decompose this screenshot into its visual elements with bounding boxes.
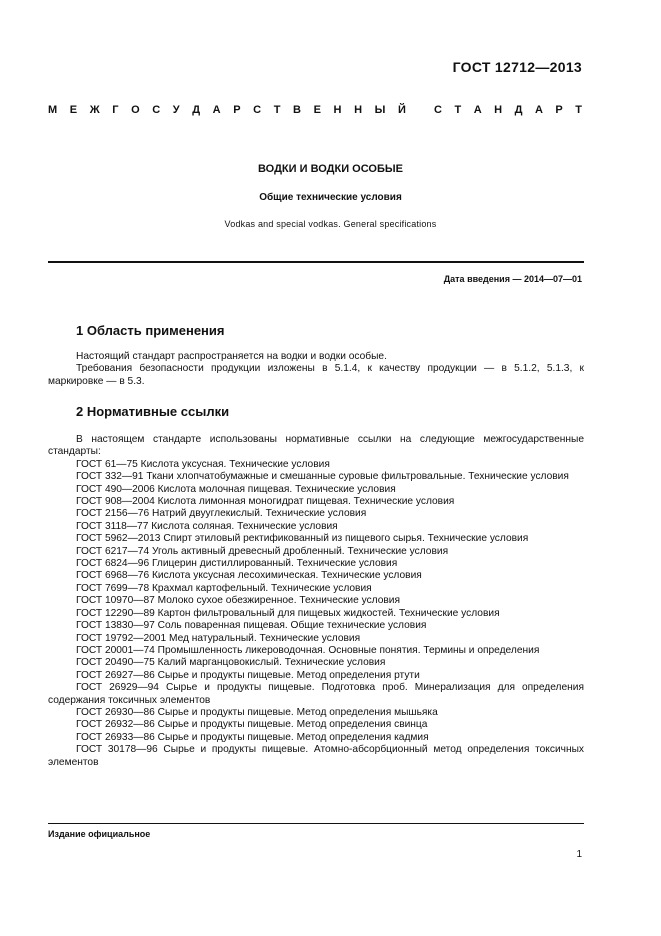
reference-title: Натрий двууглекислый. Технические условия bbox=[151, 508, 367, 520]
reference-code: ГОСТ 490—2006 bbox=[76, 483, 155, 495]
reference-title: Ткани хлопчатобумажные и смешанные суровые фильтровальные. Технические условия bbox=[146, 471, 569, 483]
reference-title: Кислота лимонная моногидрат пищевая. Технические условия bbox=[157, 496, 455, 508]
reference-code: ГОСТ 12290—89 bbox=[76, 607, 155, 619]
standard-number: ГОСТ 12712—2013 bbox=[452, 59, 582, 75]
interstate-standard-banner bbox=[48, 104, 582, 116]
reference-item bbox=[48, 508, 584, 520]
reference-code: ГОСТ 5962—2013 bbox=[76, 533, 161, 545]
reference-title: Сырье и продукты пищевые. Метод определения мышьяка bbox=[157, 706, 438, 718]
normative-references bbox=[48, 434, 584, 769]
introduction-date: Дата введения — 2014—07—01 bbox=[443, 274, 582, 284]
reference-title: Кислота уксусная лесохимическая. Технические условия bbox=[151, 570, 422, 582]
reference-title: Кислота соляная. Технические условия bbox=[151, 520, 338, 532]
reference-title: Сырье и продукты пищевые. Метод определения кадмия bbox=[157, 731, 429, 743]
reference-item bbox=[48, 670, 584, 682]
official-edition-label: Издание официальное bbox=[48, 829, 151, 839]
scope-paragraph: Настоящий стандарт распространяется на водки и водки особые. bbox=[76, 351, 387, 362]
reference-title: Сырье и продукты пищевые. Атомно-абсорбционный метод определения токсичных элементов bbox=[48, 744, 584, 768]
section-heading-normative-references: 2 Нормативные ссылки bbox=[76, 404, 230, 419]
reference-item bbox=[48, 633, 584, 645]
header-divider bbox=[48, 261, 584, 263]
reference-title: Сырье и продукты пищевые. Метод определения свинца bbox=[157, 719, 428, 731]
document-title-english: Vodkas and special vodkas. General specifications bbox=[224, 219, 437, 229]
reference-item bbox=[48, 459, 584, 471]
reference-title: Кислота молочная пищевая. Технические условия bbox=[157, 483, 396, 495]
reference-item bbox=[48, 744, 584, 769]
reference-code: ГОСТ 3118—77 bbox=[76, 520, 149, 532]
reference-title: Сырье и продукты пищевые. Подготовка проб. Минерализация для определения содержания токсичных элементов bbox=[48, 682, 584, 706]
reference-title: Крахмал картофельный. Технические условия bbox=[151, 582, 372, 594]
reference-item bbox=[48, 558, 584, 570]
reference-item bbox=[48, 620, 584, 632]
reference-title: Сырье и продукты пищевые. Метод определения ртути bbox=[157, 669, 420, 681]
reference-code: ГОСТ 20001—74 bbox=[76, 644, 155, 656]
section-heading-scope: 1 Область применения bbox=[76, 323, 225, 338]
reference-title: Уголь активный древесный дробленный. Технические условия bbox=[151, 545, 449, 557]
reference-code: ГОСТ 26933—86 bbox=[76, 731, 155, 743]
reference-code: ГОСТ 6824—96 bbox=[76, 558, 150, 570]
reference-code: ГОСТ 26929—94 bbox=[76, 682, 159, 694]
reference-code: ГОСТ 20490—75 bbox=[76, 657, 155, 669]
scope-text bbox=[48, 351, 584, 388]
reference-code: ГОСТ 10970—87 bbox=[76, 595, 155, 607]
reference-title: Кислота уксусная. Технические условия bbox=[140, 458, 330, 470]
page-number: 1 bbox=[576, 849, 582, 860]
reference-item bbox=[48, 496, 584, 508]
reference-list bbox=[48, 459, 584, 769]
reference-code: ГОСТ 2156—76 bbox=[76, 508, 150, 520]
reference-code: ГОСТ 332—91 bbox=[76, 471, 144, 483]
reference-title: Глицерин дистиллированный. Технические условия bbox=[151, 558, 398, 570]
reference-title: Калий марганцовокислый. Технические условия bbox=[157, 657, 386, 669]
reference-item bbox=[48, 533, 584, 545]
reference-title: Спирт этиловый ректификованный из пищевого сырья. Технические условия bbox=[163, 533, 529, 545]
reference-item bbox=[48, 657, 584, 669]
reference-item bbox=[48, 608, 584, 620]
reference-title: Молоко сухое обезжиренное. Технические условия bbox=[157, 595, 401, 607]
reference-item bbox=[48, 645, 584, 657]
reference-code: ГОСТ 26927—86 bbox=[76, 669, 155, 681]
reference-title: Картон фильтровальный для пищевых жидкостей. Технические условия bbox=[157, 607, 500, 619]
footer-divider bbox=[48, 823, 584, 824]
reference-code: ГОСТ 6968—76 bbox=[76, 570, 150, 582]
banner-word-standard: С Т А Н Д А Р Т bbox=[434, 104, 582, 116]
reference-title: Промышленность ликероводочная. Основные понятия. Термины и определения bbox=[157, 644, 540, 656]
reference-item bbox=[48, 595, 584, 607]
banner-word-interstate: М Е Ж Г О С У Д А Р С Т В Е Н Н Ы Й bbox=[48, 104, 406, 116]
document-title: ВОДКИ И ВОДКИ ОСОБЫЕ bbox=[258, 163, 403, 175]
reference-item bbox=[48, 570, 584, 582]
reference-item bbox=[48, 484, 584, 496]
scope-paragraph: Требования безопасности продукции изложены в 5.1.4, к качеству продукции — в 5.1.2, 5.1.3, к маркировке — в 5.3. bbox=[48, 363, 584, 387]
reference-item bbox=[48, 682, 584, 707]
reference-title: Соль поваренная пищевая. Общие технические условия bbox=[157, 620, 427, 632]
reference-title: Мед натуральный. Технические условия bbox=[168, 632, 361, 644]
reference-code: ГОСТ 7699—78 bbox=[76, 582, 150, 594]
reference-code: ГОСТ 26930—86 bbox=[76, 706, 155, 718]
reference-code: ГОСТ 61—75 bbox=[76, 458, 138, 470]
reference-code: ГОСТ 13830—97 bbox=[76, 620, 155, 632]
reference-code: ГОСТ 908—2004 bbox=[76, 496, 155, 508]
reference-item bbox=[48, 732, 584, 744]
reference-item bbox=[48, 546, 584, 558]
reference-code: ГОСТ 19792—2001 bbox=[76, 632, 167, 644]
references-intro: В настоящем стандарте использованы нормативные ссылки на следующие межгосударственные стандарты: bbox=[48, 434, 584, 458]
reference-code: ГОСТ 6217—74 bbox=[76, 545, 150, 557]
reference-item bbox=[48, 583, 584, 595]
reference-code: ГОСТ 30178—96 bbox=[76, 744, 158, 756]
reference-item bbox=[48, 521, 584, 533]
reference-item bbox=[48, 707, 584, 719]
reference-code: ГОСТ 26932—86 bbox=[76, 719, 155, 731]
reference-item bbox=[48, 719, 584, 731]
document-subtitle: Общие технические условия bbox=[259, 192, 402, 203]
reference-item bbox=[48, 471, 584, 483]
